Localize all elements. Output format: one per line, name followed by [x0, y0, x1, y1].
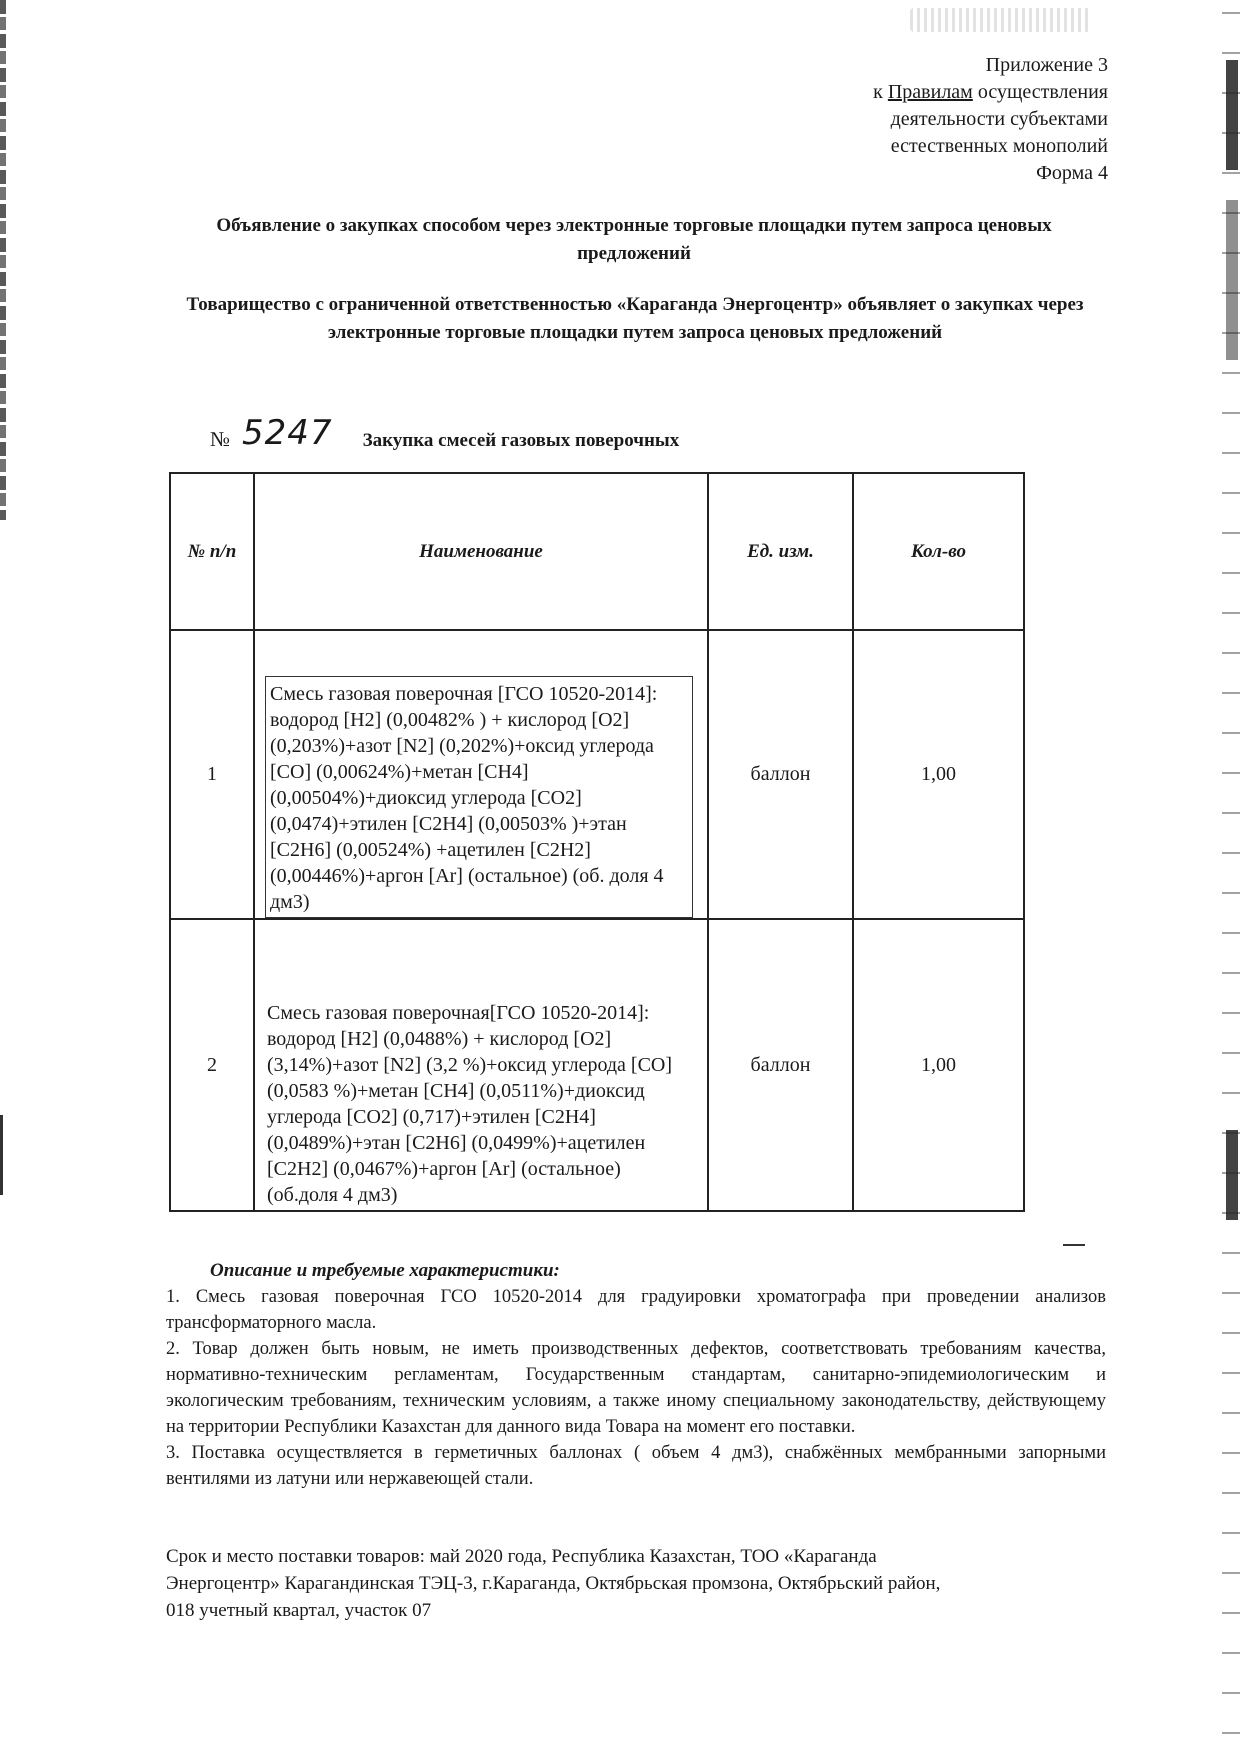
annex-form: Форма 4 [1036, 162, 1108, 184]
delivery-line: Срок и место поставки товаров: май 2020 года, Республика Казахстан, ТОО «Караганда [166, 1546, 877, 1567]
row-name-cell [254, 919, 708, 1211]
header-number: № п/п [170, 473, 254, 630]
row-name: Смесь газовая поверочная [ГСО 10520-2014]: водород [Н2] (0,00482% ) + кислород [О2] (0,203%)+азот [N2] (0,202%)+оксид углерода [СО] (0,00624%)+метан [СН4] (0,00504%)+диоксид углерода [СО2] (0,0474)+этилен [С2Н4] (0,00503% )+этан [С2Н6] (0,00524%) +ацетилен [С2Н2] (0,00446%)+аргон [Ar] (остальное) (об. доля 4 дм3) [265, 676, 693, 918]
annex-line: деятельности субъектами [890, 108, 1108, 130]
table-row [170, 630, 1024, 919]
rules-link[interactable]: Правилам [887, 81, 973, 103]
number-sign: № [210, 427, 231, 451]
scan-edge-right-block [1226, 1130, 1238, 1220]
header-name: Наименование [254, 473, 708, 630]
row-name: Смесь газовая поверочная[ГСО 10520-2014]: водород [Н2] (0,0488%) + кислород [О2] (3,14%)+азот [N2] (3,2 %)+оксид углерода [СО] (0,0583 %)+метан [СН4] (0,0511%)+диоксид углерода [СО2] (0,717)+этилен [С2Н4] (0,0489%)+этан [С2Н6] (0,0499%)+ацетилен [С2Н2] (0,0467%)+аргон [Ar] (остальное) (об.доля 4 дм3) [267, 1002, 673, 1206]
header-unit: Ед. изм. [708, 473, 853, 630]
row-number: 1 [170, 630, 254, 919]
lot-line [210, 412, 679, 452]
description-heading: Описание и требуемые характеристики: [210, 1260, 560, 1281]
scan-edge-left-mark [0, 1115, 3, 1195]
organization-announcement: Товарищество с ограниченной ответственностью «Караганда Энергоцентр» объявляет о закупках через электронные торговые площадки путем запроса ценовых предложений [186, 294, 1084, 343]
table-row [170, 919, 1024, 1211]
annex-line [873, 79, 1108, 106]
stamp-smudge [910, 8, 1090, 32]
row-unit: баллон [708, 630, 853, 919]
annex-suffix: осуществления [972, 81, 1108, 103]
description-item: 3. Поставка осуществляется в герметичных баллонах ( объем 4 дм3), снабжённых мембранными запорными вентилями из латуни или нержавеющей стали. [166, 1443, 1106, 1489]
row-name-cell [254, 630, 708, 919]
description-item: 1. Смесь газовая поверочная ГСО 10520-2014 для градуировки хроматографа при проведении анализов трансформаторного масла. [166, 1287, 1106, 1333]
row-number: 2 [170, 919, 254, 1211]
scan-edge-left [0, 0, 6, 520]
lot-number: 5247 [242, 413, 333, 453]
row-quantity: 1,00 [853, 919, 1024, 1211]
delivery-terms [166, 1543, 1106, 1624]
scan-edge-right-block [1226, 200, 1238, 360]
table-header-row [170, 473, 1024, 630]
row-unit: баллон [708, 919, 853, 1211]
annex-prefix: к [873, 81, 888, 103]
header-quantity: Кол-во [853, 473, 1024, 630]
lot-title: Закупка смесей газовых поверочных [362, 430, 680, 451]
annex-line: естественных монополий [890, 135, 1108, 157]
description-section [166, 1258, 1106, 1492]
document-title: Объявление о закупках способом через электронные торговые площадки путем запроса ценовых предложений [216, 215, 1052, 264]
delivery-line: Энергоцентр» Карагандинская ТЭЦ-3, г.Караганда, Октябрьская промзона, Октябрьский район, [166, 1573, 941, 1594]
items-table [169, 472, 1025, 1212]
description-item: 2. Товар должен быть новым, не иметь производственных дефектов, соответствовать требованиям качества, нормативно-техническим регламентам, Государственным стандартам, санитарно-эпидемиологическим и экологическим требованиям, техническим условиям, а также иному специальному законодательству, действующему на территории Республики Казахстан для данного вида Товара на момент его поставки. [166, 1339, 1106, 1437]
row-quantity: 1,00 [853, 630, 1024, 919]
scan-edge-right-block [1226, 60, 1238, 170]
margin-dash [1063, 1244, 1085, 1246]
delivery-line: 018 учетный квартал, участок 07 [166, 1600, 432, 1621]
annex-line: Приложение 3 [985, 54, 1108, 76]
annex-block [873, 52, 1108, 187]
